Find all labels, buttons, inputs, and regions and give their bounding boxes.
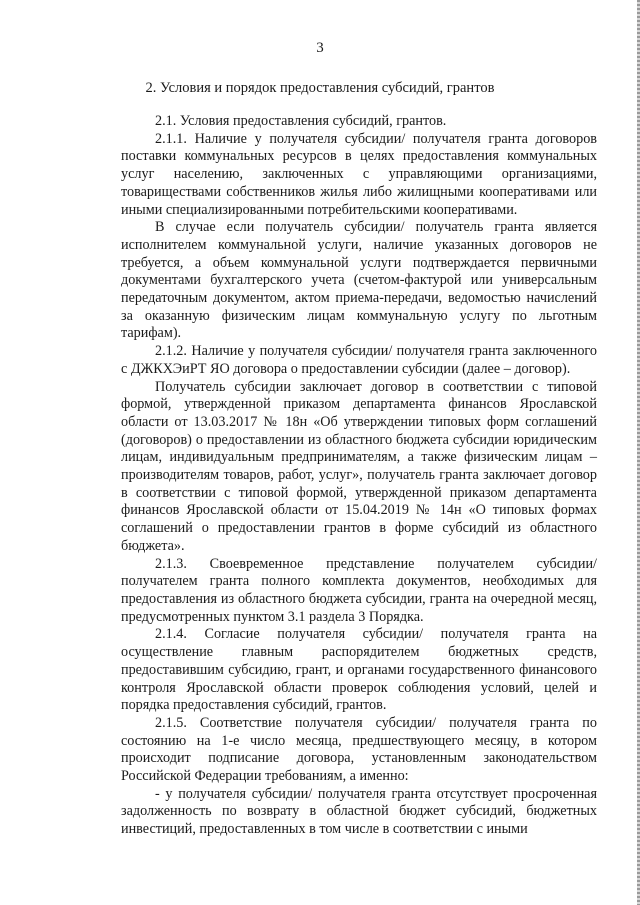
section-title: 2. Условия и порядок предоставления субсидий, грантов	[145, 80, 495, 96]
paragraph-2-1-1: 2.1.1. Наличие у получателя субсидии/ получателя гранта договоров поставки коммунальных ресурсов в целях предоставления коммунальных услуг населению, заключенных с управляющими организациями, товариществами собственников жилья либо жилищными кооперативами или иными специализированными потребительскими кооперативами.	[121, 130, 597, 218]
paragraph-2-1-3: 2.1.3. Своевременное представление получателем субсидии/ получателем гранта полного комплекта документов, необходимых для предоставления из областного бюджета субсидии, гранта на очередной месяц, предусмотренных пунктом 3.1 раздела 3 Порядка.	[121, 555, 597, 625]
paragraph-2-1-5: 2.1.5. Соответствие получателя субсидии/ получателя гранта по состоянию на 1-е число месяца, предшествующего месяцу, в котором происходит подписание договора, установленным законодательством Российской Федерации требованиям, а именно:	[121, 714, 597, 785]
document-body	[121, 113, 597, 839]
paragraph-2-1-4: 2.1.4. Согласие получателя субсидии/ получателя гранта на осуществление главным распорядителем бюджетных средств, предоставившим субсидию, грант, и органами государственного финансового контроля Ярославской области проверок соблюдения условий, целей и порядка предоставления субсидий, грантов.	[121, 626, 597, 714]
paragraph-2-1: 2.1. Условия предоставления субсидий, грантов.	[155, 113, 447, 129]
paragraph-2-1-1-exception: В случае если получатель субсидии/ получатель гранта является исполнителем коммунальной услуги, наличие указанных договоров не требуется, а объем коммунальной услуги подтверждается первичными документами бухгалтерского учета (счетом-фактурой или универсальным передаточным документом, актом приема-передачи, ведомостью начислений за оказанную физическим лицам коммунальную услугу по льготным тарифам).	[121, 219, 597, 342]
paragraph-2-1-5-item: - у получателя субсидии/ получателя гранта отсутствует просроченная задолженность по возврату в областной бюджет субсидий, бюджетных инвестиций, предоставленных в том числе в соответствии с иными	[121, 785, 597, 838]
paragraph-2-1-2: 2.1.2. Наличие у получателя субсидии/ получателя гранта заключенного с ДЖКХЭиРТ ЯО договора о предоставлении субсидии (далее – договор).	[121, 343, 597, 377]
page-number: 3	[316, 40, 324, 56]
paragraph-2-1-2-details: Получатель субсидии заключает договор в соответствии с типовой формой, утвержденной приказом департамента финансов Ярославской области от 13.03.2017 № 18н «Об утверждении типовых форм соглашений (договоров) о предоставлении из областного бюджета субсидии юридическим лицам, индивидуальным предпринимателям, а также физическим лицам – производителям товаров, работ, услуг», получатель гранта заключает договор в соответствии с типовой формой, утвержденной приказом департамента финансов Ярославской области от 15.04.2019 № 14н «О типовых формах соглашений о предоставлении грантов в форме субсидий из областного бюджета».	[121, 378, 597, 554]
